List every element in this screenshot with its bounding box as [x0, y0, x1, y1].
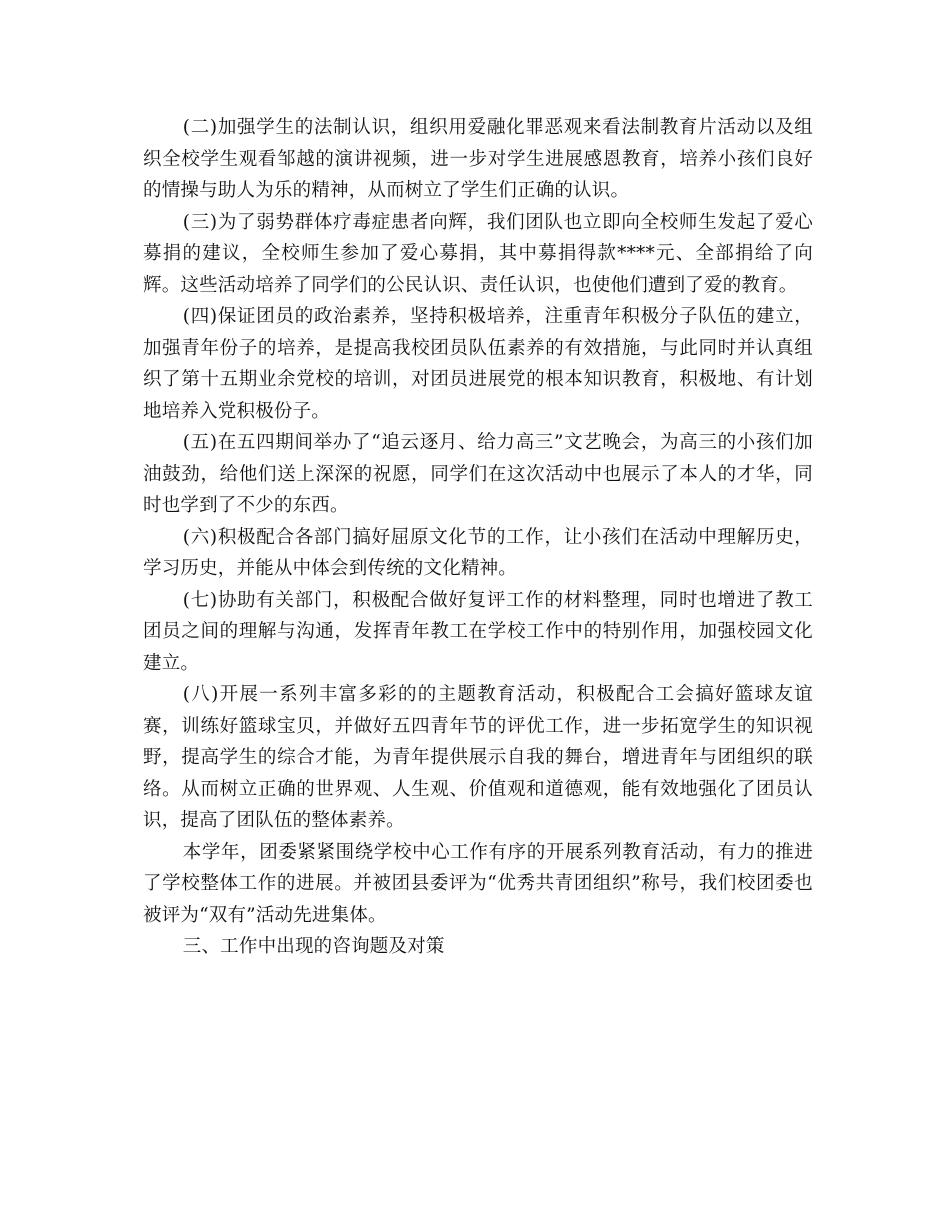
document-body: [143, 112, 813, 963]
paragraph-2-legal-awareness: (二)加强学生的法制认识，组织用爱融化罪恶观来看法制教育片活动以及组织全校学生观看邹越的演讲视频，进一步对学生进展感恩教育，培养小孩们良好的情操与助人为乐的精神，从而树立了学生们正确的认识。: [143, 117, 813, 201]
paragraph-4-political-quality: (四)保证团员的政治素养，坚持积极培养，注重青年积极分子队伍的建立，加强青年份子的培养，是提高我校团员队伍素养的有效措施，与此同时并认真组织了第十五期业余党校的培训，对团员进展党的根本知识教育，积极地、有计划地培养入党积极份子。: [143, 306, 813, 422]
paragraph-7-review-work: (七)协助有关部门，积极配合做好复评工作的材料整理，同时也增进了教工团员之间的理解与沟通，发挥青年教工在学校工作中的特别作用，加强校园文化建立。: [143, 589, 813, 674]
paragraph-year-summary: 本学年，团委紧紧围绕学校中心工作有序的开展系列教育活动，有力的推进了学校整体工作的进展。并被团县委评为“优秀共青团组织”称号，我们校团委也被评为“双有”活动先进集体。: [143, 841, 813, 926]
paragraph-6-culture-festival: (六)积极配合各部门搞好屈原文化节的工作，让小孩们在活动中理解历史，学习历史，并能从中体会到传统的文化精神。: [143, 526, 813, 579]
section-heading-problems: 三、工作中出现的咨询题及对策: [182, 936, 445, 957]
paragraph-5-may-fourth-gala: (五)在五四期间举办了“追云逐月、给力高三”文艺晚会，为高三的小孩们加油鼓劲，给他们送上深深的祝愿，同学们在这次活动中也展示了本人的才华，同时也学到了不少的东西。: [143, 432, 813, 516]
paragraph-3-charity-donation: (三)为了弱势群体疗毒症患者向辉，我们团队也立即向全校师生发起了爱心募捐的建议，全校师生参加了爱心募捐，其中募捐得款****元、全部捐给了向辉。这些活动培养了同学们的公民认识、责任认识，也使他们遭到了爱的教育。: [143, 211, 813, 296]
paragraph-8-theme-activities: (八)开展一系列丰富多彩的的主题教育活动，积极配合工会搞好篮球友谊赛，训练好篮球宝贝，并做好五四青年节的评优工作，进一步拓宽学生的知识视野，提高学生的综合才能，为青年提供展示自我的舞台，增进青年与团组织的联络。从而树立正确的世界观、人生观、价值观和道德观，能有效地强化了团员认识，提高了团队伍的整体素养。: [143, 684, 813, 831]
